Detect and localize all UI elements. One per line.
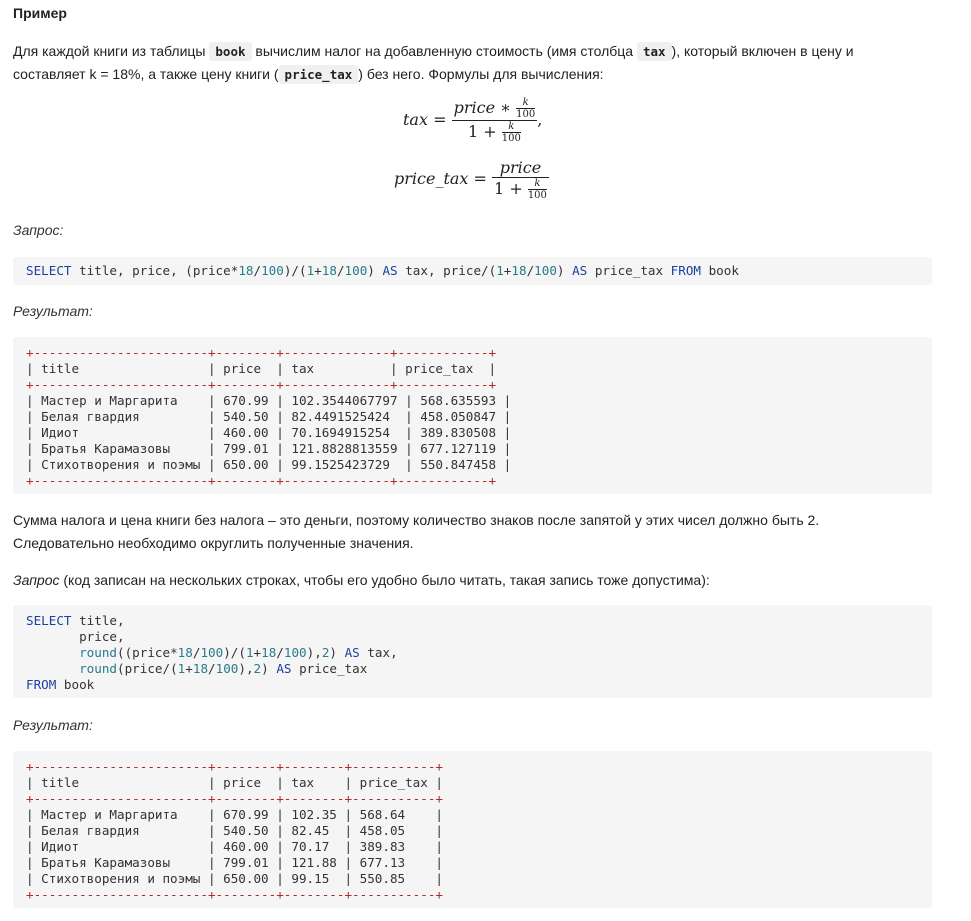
table-row: | Братья Карамазовы | 799.01 | 121.8828813559 | 677.127119 | [26, 441, 512, 456]
table-row: | Братья Карамазовы | 799.01 | 121.88 | 677.13 | [26, 855, 444, 870]
query2-label: Запрос (код записан на нескольких строках, чтобы его удобно было читать, такая запись тоже допустима): [13, 572, 710, 588]
intro-text: ) без него. Формулы для вычисления: [358, 66, 604, 82]
result2-label: Результат: [13, 717, 93, 733]
table-header: | title | price | tax | price_tax | [26, 361, 497, 376]
table-header: | title | price | tax | price_tax | [26, 775, 444, 790]
query1-label: Запрос: [13, 222, 64, 238]
table-row: | Мастер и Маргарита | 670.99 | 102.35 | 568.64 | [26, 807, 444, 822]
table-row: | Белая гвардия | 540.50 | 82.45 | 458.05 | [26, 823, 444, 838]
intro-paragraph [13, 40, 943, 86]
explanation-paragraph: Сумма налога и цена книги без налога – это деньги, поэтому количество знаков после запятой у этих чисел должно быть 2. Следовательно необходимо округлить полученные значения. [13, 512, 820, 551]
inline-code-book: book [209, 42, 251, 61]
result1-table: +-----------------------+--------+--------------+------------+ | title | price | tax | price_tax | +-----------------------+--------+--------------+------------+ | Мастер и Маргарита | 670.99 | 102.3544067797 | 568.635593 | | Белая гвардия | 540.50 | 82.4491525424 | 458.050847 | | Идиот | 460.00 | 70.1694915254 | 389.830508 | | Братья Карамазовы | 799.01 | 121.8828813559 | 677.127119 | | Стихотворения и поэмы | 650.00 | 99.1525423729 | 550.847458 | +-----------------------+--------+--------------+------------+ [13, 337, 932, 494]
intro-text: Для каждой книги из таблицы [13, 43, 206, 59]
intro-text: вычислим налог на добавленную стоимость (имя столбца [255, 43, 634, 59]
query1-codeblock: SELECT title, price, (price*18/100)/(1+18/100) AS tax, price/(1+18/100) AS price_tax FROM book [13, 257, 932, 285]
table-row: | Белая гвардия | 540.50 | 82.4491525424 | 458.050847 | [26, 409, 512, 424]
formula-price-tax: price_tax = price 1 + $\frac{k}{100}$ [394, 158, 547, 201]
table-row: | Мастер и Маргарита | 670.99 | 102.3544067797 | 568.635593 | [26, 393, 512, 408]
section-heading: Пример [13, 5, 67, 21]
intro-text: ), который включен в цену и [671, 43, 854, 59]
result1-label: Результат: [13, 303, 93, 319]
inline-code-price-tax: price_tax [279, 65, 359, 84]
table-row: | Идиот | 460.00 | 70.1694915254 | 389.830508 | [26, 425, 512, 440]
table-row: | Стихотворения и поэмы | 650.00 | 99.1525423729 | 550.847458 | [26, 457, 512, 472]
intro-text: составляет k = 18%, а также цену книги ( [13, 66, 279, 82]
query2-codeblock: SELECT title, price, round((price*18/100)/(1+18/100),2) AS tax, round(price/(1+18/100),2) AS price_tax FROM book [13, 605, 932, 698]
table-row: | Стихотворения и поэмы | 650.00 | 99.15 | 550.85 | [26, 871, 444, 886]
inline-code-tax: tax [637, 42, 672, 61]
formula-tax: tax = price ∗ $\frac{k}{100}$ 1 + $\frac{k}{100}$ , [403, 97, 543, 144]
table-row: | Идиот | 460.00 | 70.17 | 389.83 | [26, 839, 444, 854]
result2-table: +-----------------------+--------+--------+-----------+ | title | price | tax | price_tax | +-----------------------+--------+--------+-----------+ | Мастер и Маргарита | 670.99 | 102.35 | 568.64 | | Белая гвардия | 540.50 | 82.45 | 458.05 | | Идиот | 460.00 | 70.17 | 389.83 | | Братья Карамазовы | 799.01 | 121.88 | 677.13 | | Стихотворения и поэмы | 650.00 | 99.15 | 550.85 | +-----------------------+--------+--------+-----------+ [13, 751, 932, 908]
